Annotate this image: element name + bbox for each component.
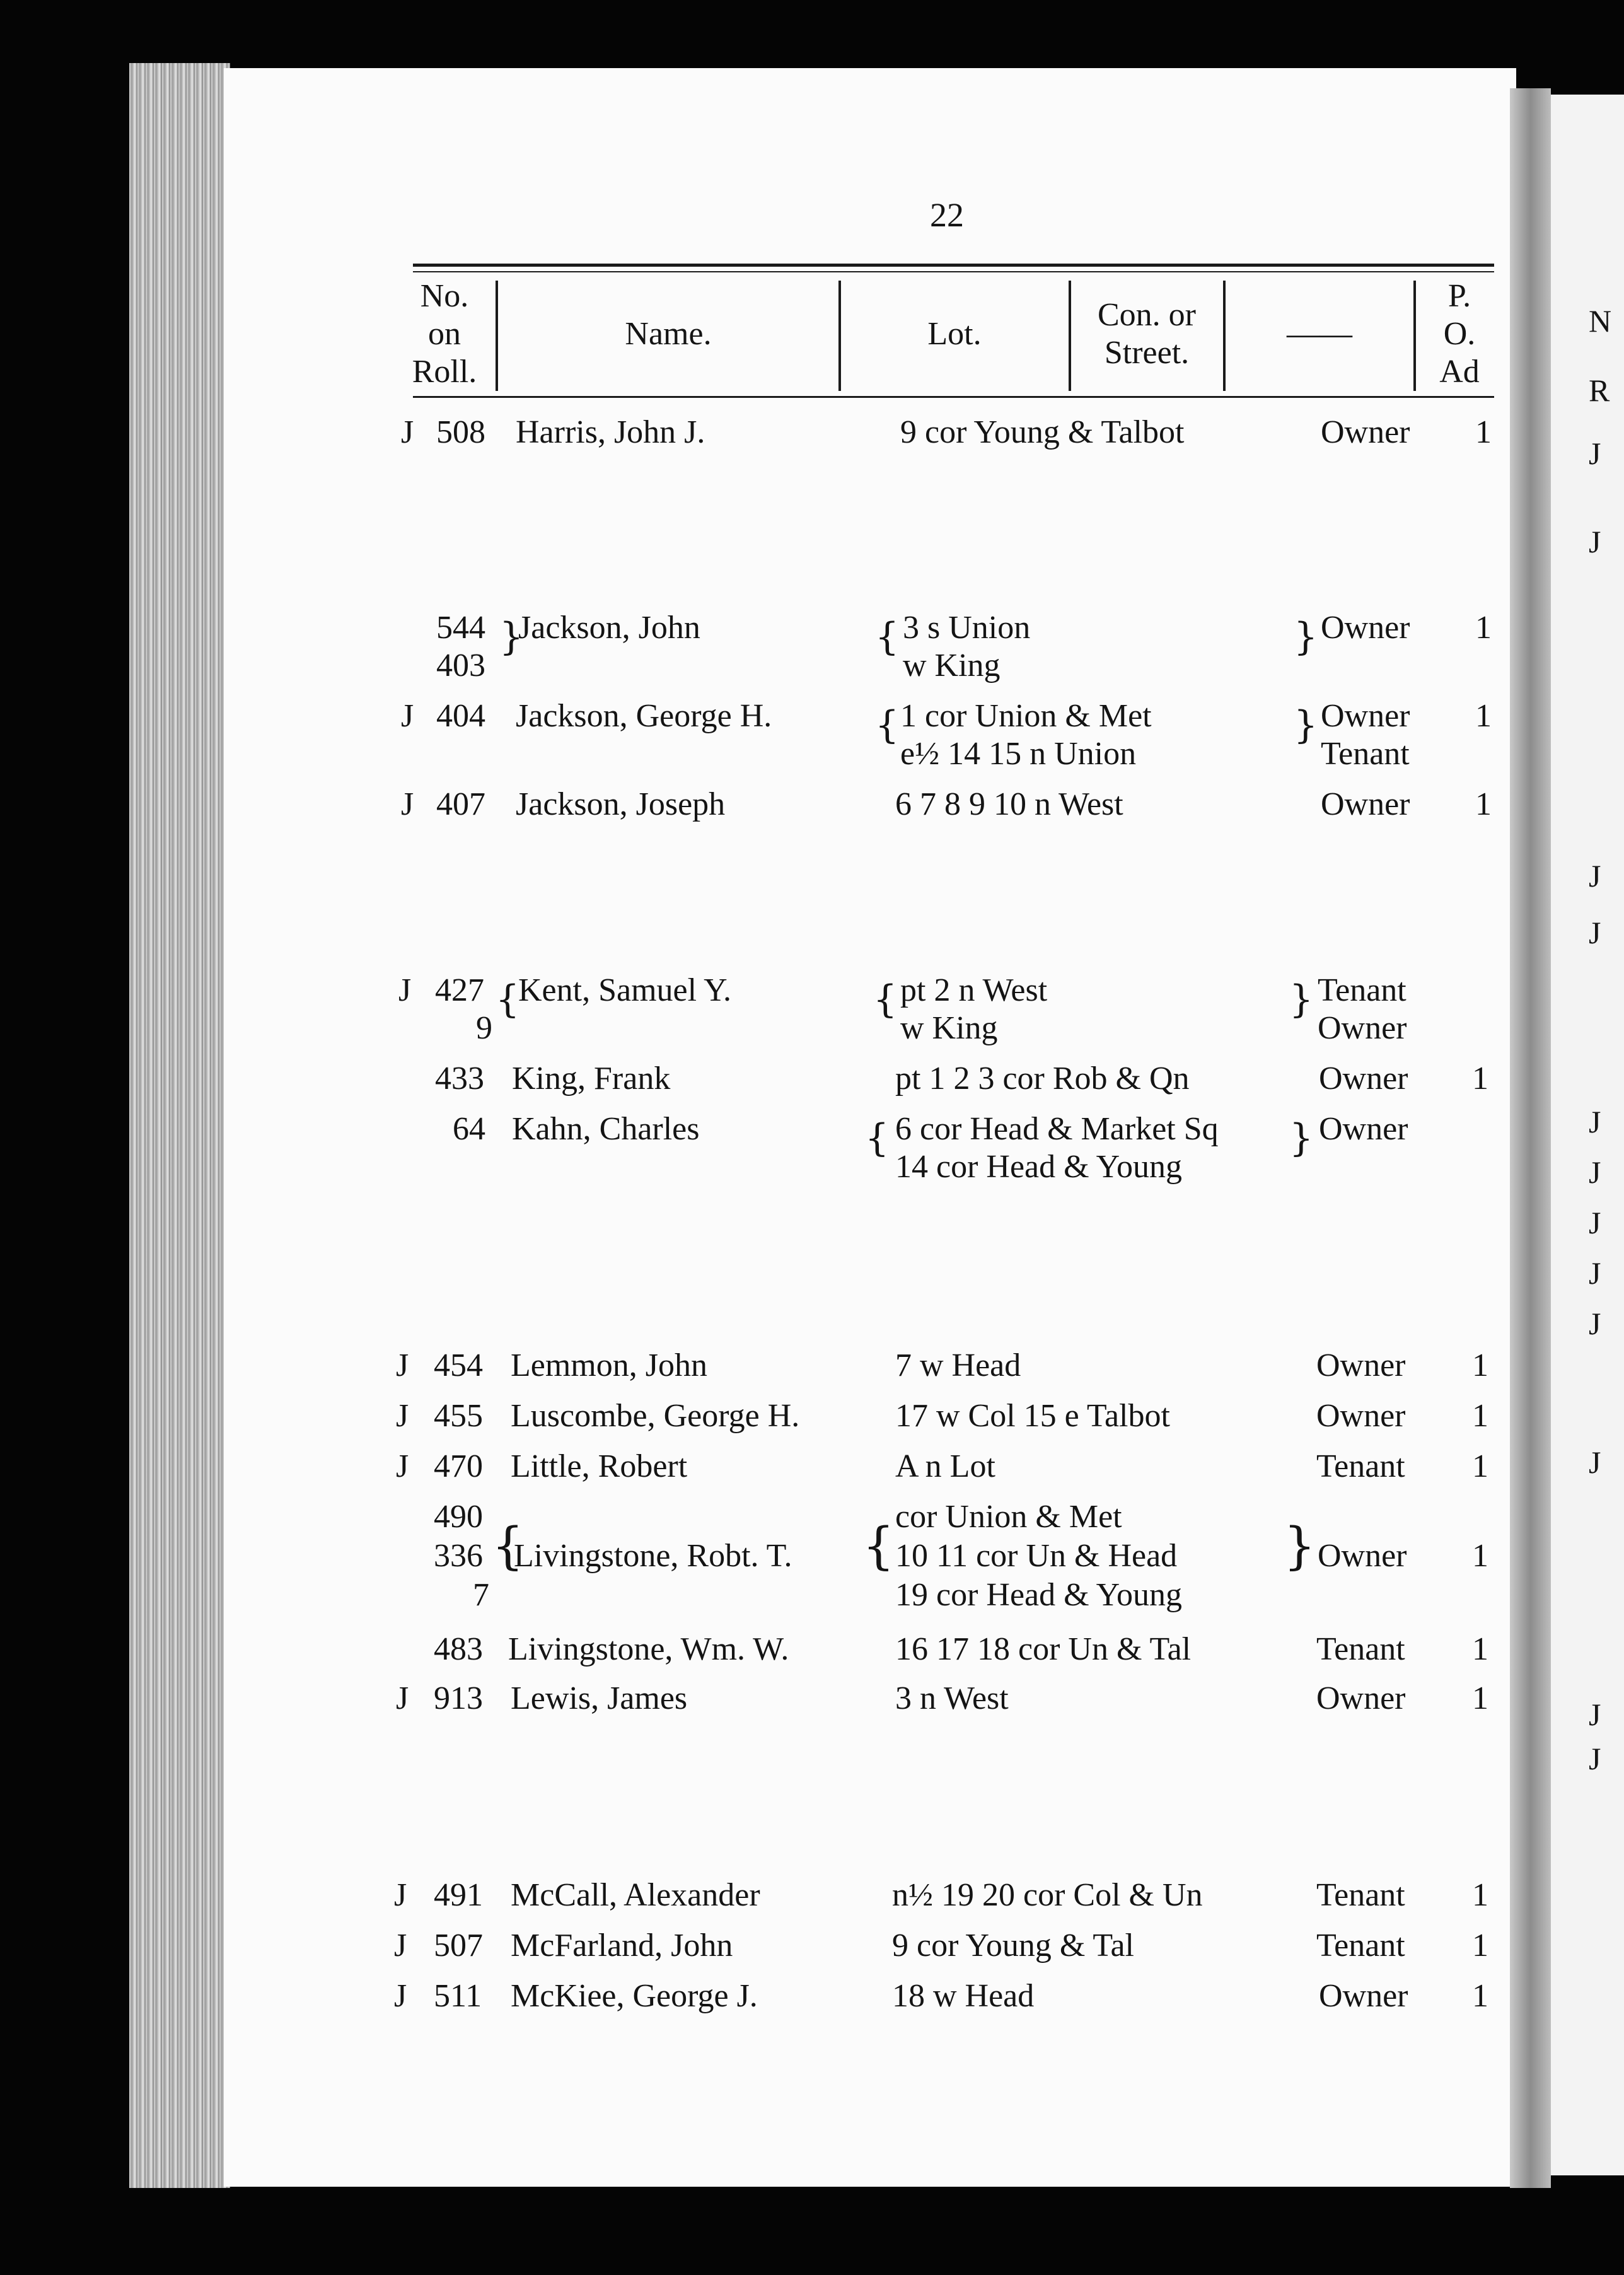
entry-prefix: J bbox=[396, 1347, 409, 1383]
entry-name: Harris, John J. bbox=[516, 414, 705, 450]
entry-po: 1 bbox=[1472, 1928, 1488, 1964]
entry-status: Tenant bbox=[1321, 736, 1410, 772]
roll-entry bbox=[0, 1630, 1624, 1674]
entry-name: Jackson, Joseph bbox=[516, 786, 726, 822]
entry-roll-number: 407 bbox=[436, 786, 485, 822]
entry-lot: 3 s Union bbox=[903, 610, 1031, 646]
entry-po: 1 bbox=[1472, 1398, 1488, 1434]
entry-po: 1 bbox=[1472, 1680, 1488, 1716]
entry-lot: n½ 19 20 cor Col & Un bbox=[892, 1877, 1203, 1913]
entry-lot: 18 w Head bbox=[892, 1978, 1035, 2014]
entry-roll-number: 427 bbox=[435, 972, 484, 1008]
entry-roll-number: 508 bbox=[436, 414, 485, 450]
header-roll-line: No. bbox=[420, 278, 469, 314]
roll-entry bbox=[0, 1876, 1624, 1920]
entry-status: Owner bbox=[1316, 1398, 1406, 1434]
entry-prefix: J bbox=[401, 698, 414, 734]
next-page-letter: J bbox=[1589, 1155, 1601, 1190]
next-page-letter: J bbox=[1589, 1697, 1601, 1732]
entry-roll-number: 64 bbox=[453, 1111, 485, 1147]
entry-lot: 3 n West bbox=[895, 1680, 1009, 1716]
entry-lot: A n Lot bbox=[895, 1448, 995, 1484]
entry-status: Owner bbox=[1316, 1347, 1406, 1383]
roll-entry bbox=[0, 1447, 1624, 1491]
entry-lot: w King bbox=[900, 1010, 998, 1046]
header-top-rule-thin bbox=[413, 271, 1494, 272]
entry-lot: 7 w Head bbox=[895, 1347, 1021, 1383]
header-lot: Lot. bbox=[927, 316, 982, 352]
entry-lot: 16 17 18 cor Un & Tal bbox=[895, 1631, 1192, 1667]
entry-roll-number: 913 bbox=[434, 1680, 483, 1716]
entry-name: Lewis, James bbox=[511, 1680, 688, 1716]
header-po-line: P. bbox=[1447, 278, 1471, 314]
entry-status: Tenant bbox=[1316, 1448, 1405, 1484]
entry-roll-number: 490 bbox=[434, 1499, 483, 1535]
entry-status: Tenant bbox=[1316, 1928, 1405, 1964]
entry-po: 1 bbox=[1472, 1631, 1488, 1667]
header-roll-line: on bbox=[428, 316, 461, 352]
header-status: —— bbox=[1287, 316, 1352, 352]
entry-lot: 6 cor Head & Market Sq bbox=[895, 1111, 1219, 1147]
entry-status: Owner bbox=[1321, 610, 1410, 646]
entry-lot: 19 cor Head & Young bbox=[895, 1577, 1182, 1613]
entry-status: Tenant bbox=[1316, 1631, 1405, 1667]
entry-roll-number: 454 bbox=[434, 1347, 483, 1383]
brace-icon: } bbox=[1289, 977, 1314, 1021]
next-page-letter: J bbox=[1589, 1205, 1601, 1240]
roll-entry bbox=[0, 1498, 1624, 1617]
brace-icon: { bbox=[865, 1116, 890, 1160]
column-divider bbox=[1413, 281, 1416, 391]
entry-roll-number: 404 bbox=[436, 698, 485, 734]
entry-status: Owner bbox=[1318, 1010, 1407, 1046]
entry-prefix: J bbox=[396, 1680, 409, 1716]
roll-entry bbox=[0, 413, 1624, 457]
entry-status: Owner bbox=[1319, 1978, 1408, 2014]
entry-status: Owner bbox=[1319, 1061, 1408, 1097]
entry-status: Tenant bbox=[1318, 972, 1406, 1008]
header-roll bbox=[397, 277, 492, 391]
brace-icon: } bbox=[1289, 1116, 1314, 1160]
entry-status: Owner bbox=[1318, 1538, 1407, 1574]
entry-name: Kahn, Charles bbox=[512, 1111, 700, 1147]
entry-prefix: J bbox=[396, 1448, 409, 1484]
brace-icon: } bbox=[1294, 615, 1318, 659]
brace-icon: { bbox=[492, 1516, 524, 1575]
next-page-letter: J bbox=[1589, 858, 1601, 893]
brace-icon: { bbox=[875, 615, 900, 659]
next-page-letter: J bbox=[1589, 1255, 1601, 1291]
brace-icon: { bbox=[875, 703, 900, 747]
entry-prefix: J bbox=[396, 1398, 409, 1434]
entry-roll-number: 544 bbox=[436, 610, 485, 646]
entry-roll-number: 470 bbox=[434, 1448, 483, 1484]
next-page-letter: J bbox=[1589, 1741, 1601, 1776]
entry-lot: 9 cor Young & Talbot bbox=[900, 414, 1185, 450]
entry-roll-number: 491 bbox=[434, 1877, 483, 1913]
header-con-line: Street. bbox=[1104, 335, 1190, 371]
page-number: 22 bbox=[930, 196, 964, 234]
brace-icon: { bbox=[496, 977, 520, 1021]
entry-lot: pt 2 n West bbox=[900, 972, 1048, 1008]
entry-roll-number: 455 bbox=[434, 1398, 483, 1434]
entry-name: Livingstone, Robt. T. bbox=[514, 1538, 792, 1574]
next-page-letter: N bbox=[1589, 303, 1612, 339]
entry-roll-number: 483 bbox=[434, 1631, 483, 1667]
entry-prefix: J bbox=[401, 414, 414, 450]
entry-po: 1 bbox=[1472, 1061, 1488, 1097]
entry-lot: 17 w Col 15 e Talbot bbox=[895, 1398, 1170, 1434]
next-page-letter: J bbox=[1589, 524, 1601, 559]
next-page-letter: J bbox=[1589, 1104, 1601, 1139]
header-po-line: O. bbox=[1443, 316, 1476, 352]
entry-status: Tenant bbox=[1316, 1877, 1405, 1913]
roll-entry bbox=[0, 1110, 1624, 1189]
entry-roll-number: 433 bbox=[435, 1061, 484, 1097]
header-name: Name. bbox=[625, 316, 712, 352]
entry-roll-number: 9 bbox=[476, 1010, 492, 1046]
entry-lot: cor Union & Met bbox=[895, 1499, 1122, 1535]
entry-prefix: J bbox=[394, 1928, 407, 1964]
entry-name: Jackson, George H. bbox=[516, 698, 772, 734]
entry-po: 1 bbox=[1472, 1877, 1488, 1913]
entry-name: Lemmon, John bbox=[511, 1347, 707, 1383]
brace-icon: } bbox=[499, 615, 524, 659]
entry-status: Owner bbox=[1319, 1111, 1408, 1147]
entry-prefix: J bbox=[401, 786, 414, 822]
entry-name: McCall, Alexander bbox=[511, 1877, 760, 1913]
entry-status: Owner bbox=[1321, 698, 1410, 734]
roll-entry bbox=[0, 1679, 1624, 1723]
entry-prefix: J bbox=[398, 972, 412, 1008]
brace-icon: } bbox=[1284, 1516, 1316, 1575]
next-page-letter: J bbox=[1589, 915, 1601, 950]
entry-status: Owner bbox=[1321, 786, 1410, 822]
header-con bbox=[1071, 296, 1222, 372]
entry-status: Owner bbox=[1316, 1680, 1406, 1716]
entry-po: 1 bbox=[1475, 786, 1492, 822]
brace-icon: { bbox=[873, 977, 898, 1021]
roll-entry bbox=[0, 1397, 1624, 1441]
entry-roll-number: 511 bbox=[434, 1978, 482, 2014]
entry-name: King, Frank bbox=[512, 1061, 671, 1097]
entry-name: Jackson, John bbox=[518, 610, 700, 646]
roll-entry bbox=[0, 697, 1624, 776]
entry-name: Luscombe, George H. bbox=[511, 1398, 800, 1434]
entry-po: 1 bbox=[1475, 610, 1492, 646]
header-roll-line: Roll. bbox=[412, 354, 477, 390]
next-page-letter: R bbox=[1589, 373, 1610, 408]
entry-roll-number: 403 bbox=[436, 648, 485, 684]
entry-po: 1 bbox=[1475, 414, 1492, 450]
header-con-line: Con. or bbox=[1098, 297, 1196, 333]
entry-po: 1 bbox=[1472, 1448, 1488, 1484]
roll-entry bbox=[0, 1059, 1624, 1103]
header-po bbox=[1422, 277, 1497, 391]
entry-status: Owner bbox=[1321, 414, 1410, 450]
entry-prefix: J bbox=[394, 1877, 407, 1913]
entry-name: McFarland, John bbox=[511, 1928, 733, 1964]
entry-name: Kent, Samuel Y. bbox=[518, 972, 731, 1008]
entry-po: 1 bbox=[1472, 1347, 1488, 1383]
header-top-rule bbox=[413, 264, 1494, 267]
roll-entry bbox=[0, 1977, 1624, 2021]
brace-icon: } bbox=[1294, 703, 1318, 747]
entry-roll-number: 507 bbox=[434, 1928, 483, 1964]
entry-lot: 14 cor Head & Young bbox=[895, 1149, 1182, 1185]
entry-name: Livingstone, Wm. W. bbox=[508, 1631, 789, 1667]
entry-po: 1 bbox=[1475, 698, 1492, 734]
brace-icon: { bbox=[862, 1516, 895, 1575]
header-bottom-rule bbox=[413, 396, 1494, 398]
entry-lot: 1 cor Union & Met bbox=[900, 698, 1152, 734]
entry-lot: pt 1 2 3 cor Rob & Qn bbox=[895, 1061, 1190, 1097]
entry-name: Little, Robert bbox=[511, 1448, 688, 1484]
roll-entry bbox=[0, 1346, 1624, 1390]
next-page-letter: J bbox=[1589, 436, 1601, 471]
entry-lot: 6 7 8 9 10 n West bbox=[895, 786, 1123, 822]
entry-roll-number: 7 bbox=[473, 1577, 489, 1613]
next-page-letter: J bbox=[1589, 1445, 1601, 1480]
entry-po: 1 bbox=[1472, 1978, 1488, 2014]
roll-entry bbox=[0, 608, 1624, 687]
roll-entry bbox=[0, 785, 1624, 829]
header-po-line: Ad bbox=[1439, 354, 1480, 390]
entry-lot: e½ 14 15 n Union bbox=[900, 736, 1137, 772]
entry-roll-number: 336 bbox=[434, 1538, 483, 1574]
entry-prefix: J bbox=[394, 1978, 407, 2014]
entry-lot: w King bbox=[903, 648, 1000, 684]
entry-lot: 10 11 cor Un & Head bbox=[895, 1538, 1178, 1574]
entry-po: 1 bbox=[1472, 1538, 1488, 1574]
roll-entry bbox=[0, 1926, 1624, 1970]
roll-entry bbox=[0, 971, 1624, 1050]
next-page-letter: J bbox=[1589, 1306, 1601, 1341]
entry-lot: 9 cor Young & Tal bbox=[892, 1928, 1134, 1964]
entry-name: McKiee, George J. bbox=[511, 1978, 758, 2014]
